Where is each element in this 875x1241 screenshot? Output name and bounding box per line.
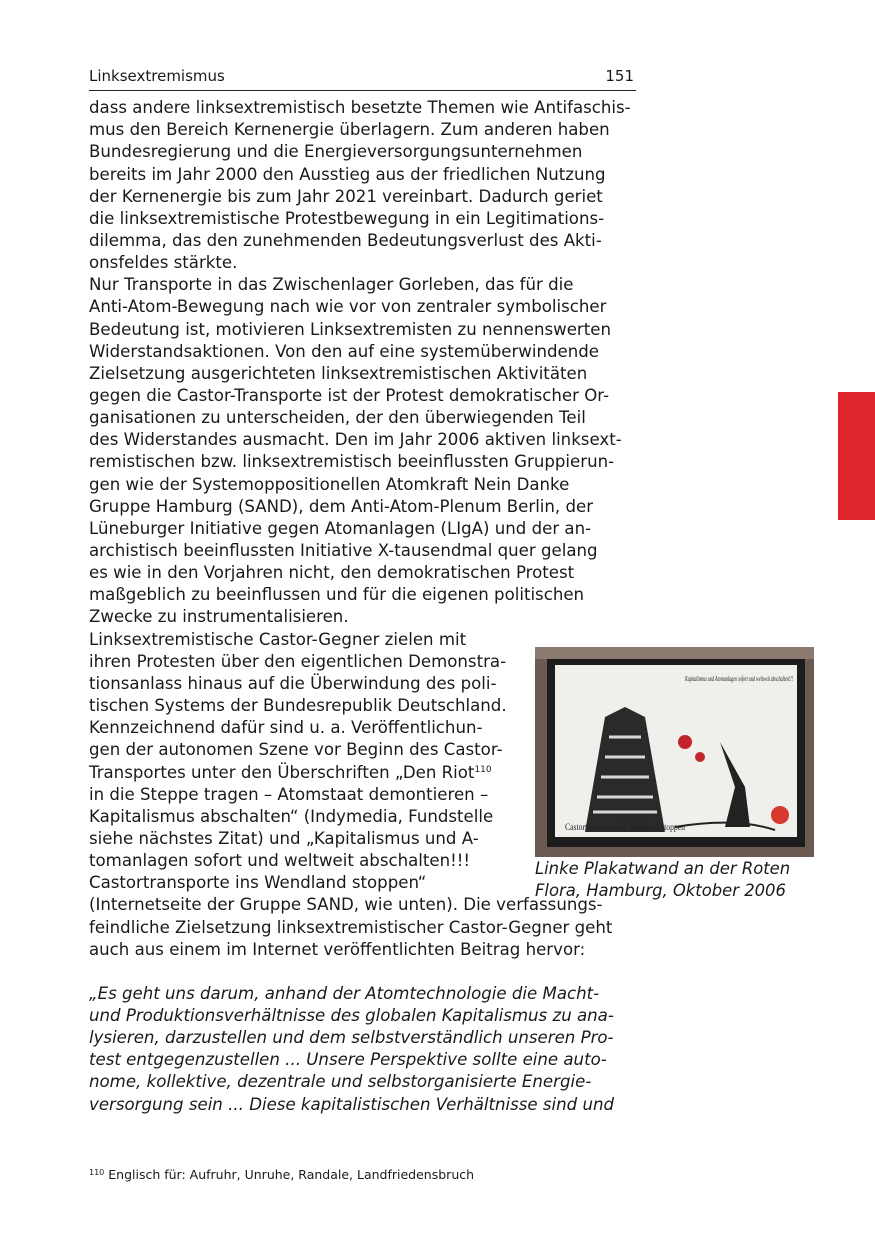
body_lines_2-line xyxy=(89,894,603,916)
body_lines_2-line xyxy=(89,828,479,850)
body_lines_1-line xyxy=(89,252,237,274)
body_lines_1-line xyxy=(89,407,586,429)
body_lines_1-line xyxy=(89,97,631,119)
line-text: auch aus einem im Internet veröffentlichten Beitrag hervor: xyxy=(89,939,586,959)
line-text: die linksextremistische Protestbewegung in ein Legitimations- xyxy=(89,208,605,228)
quote_lines-line xyxy=(89,983,599,1005)
line-text: und Produktionsverhältnisse des globalen Kapitalismus zu ana- xyxy=(89,1006,614,1025)
line-text: in die Steppe tragen – Atomstaat demontieren – xyxy=(89,784,489,804)
line-text: Widerstandsaktionen. Von den auf eine systemüberwindende xyxy=(89,341,600,361)
body_lines_1-line xyxy=(89,673,496,695)
body_lines_1-line xyxy=(89,230,602,252)
poster-photo xyxy=(535,647,814,857)
figure-caption-line-2: Flora, Hamburg, Oktober 2006 xyxy=(535,881,786,900)
body_lines_1-line xyxy=(89,341,599,363)
body_lines_2-line xyxy=(89,872,426,894)
line-text: archistisch beeinflussten Initiative X-tausendmal quer gelang xyxy=(89,541,598,560)
body_lines_1-line xyxy=(89,208,604,230)
body_lines_2-line xyxy=(89,939,585,961)
footnote xyxy=(89,1167,474,1182)
body_lines_2-line xyxy=(89,806,493,828)
running-header xyxy=(89,66,636,91)
line-text: des Widerstandes ausmacht. Den im Jahr 2006 aktiven linksext- xyxy=(89,430,622,450)
line-text: dilemma, das den zunehmenden Bedeutungsverlust des Akti- xyxy=(89,230,602,250)
quote_lines-line xyxy=(89,1071,591,1093)
body_lines_1-line xyxy=(89,296,606,318)
line-text: Zielsetzung ausgerichteten linksextremistischen Aktivitäten xyxy=(89,363,588,383)
line-text: es wie in den Vorjahren nicht, den demokratischen Protest xyxy=(89,563,575,583)
line-text: Transportes unter den Überschriften „Den Riot xyxy=(89,762,475,782)
body_lines_1-line xyxy=(89,141,582,163)
line-text: tomanlagen sofort und weltweit abschalten!!! xyxy=(89,851,471,871)
line-text: mus den Bereich Kernenergie überlagern. Zum anderen haben xyxy=(89,120,610,140)
line-text: siehe nächstes Zitat) und „Kapitalismus und A- xyxy=(89,828,479,848)
body_lines_1-line xyxy=(89,496,593,518)
body_lines_1-line xyxy=(89,739,503,761)
line-text: Bundesregierung und die Energieversorgungsunternehmen xyxy=(89,142,583,162)
body_lines_1-line xyxy=(89,319,611,341)
line-text: Gruppe Hamburg (SAND), dem Anti-Atom-Plenum Berlin, der xyxy=(89,496,594,516)
page-number: 151 xyxy=(605,67,634,85)
line-text: versorgung sein ... Diese kapitalistischen Verhältnisse sind und xyxy=(89,1094,615,1114)
line-text: Nur Transporte in das Zwischenlager Gorleben, das für die xyxy=(89,275,574,295)
body_lines_1-line xyxy=(89,451,614,473)
line-text: maßgeblich zu beeinflussen und für die eigenen politischen xyxy=(89,585,585,605)
body_lines_1-line xyxy=(89,584,584,606)
line-text: lysieren, darzustellen und dem selbstverständlich unseren Pro- xyxy=(89,1028,614,1048)
body_lines_1-line xyxy=(89,762,492,784)
line-text: Kennzeichnend dafür sind u. a. Veröffentlichun- xyxy=(89,718,483,738)
line-text: gen der autonomen Szene vor Beginn des Castor- xyxy=(89,740,503,760)
body_lines_1-line xyxy=(89,363,587,385)
body_lines_1-line xyxy=(89,164,606,186)
poster-title-text: Kapitalismus und Atomanlagen sofort und weltweit abschalten!!! xyxy=(684,675,794,683)
footnote-number: 110 xyxy=(89,1168,105,1177)
body_lines_2-line xyxy=(89,784,488,806)
line-text: Linksextremistische Castor-Gegner zielen mit xyxy=(89,629,467,649)
quote_lines-line xyxy=(89,1027,614,1049)
quote_lines-line xyxy=(89,1005,614,1027)
body_lines_2-line xyxy=(89,850,470,872)
line-text: Lüneburger Initiative gegen Atomanlagen (LIgA) und der an- xyxy=(89,518,592,538)
body_lines_1-line xyxy=(89,518,591,540)
line-text: „Es geht uns darum, anhand der Atomtechnologie die Macht- xyxy=(89,983,600,1003)
chapter-tab-marker xyxy=(838,392,875,520)
body_lines_1-line xyxy=(89,695,507,717)
body_lines_1-line xyxy=(89,540,598,562)
line-text: onsfeldes stärkte. xyxy=(89,253,238,273)
body_lines_1-line xyxy=(89,429,622,451)
body_lines_1-line xyxy=(89,562,574,584)
body_lines_1-line xyxy=(89,274,573,296)
line-text: gen wie der Systemoppositionellen Atomkraft Nein Danke xyxy=(89,474,570,494)
poster-bottom-text: Castortransporte ins Wendland stoppen xyxy=(565,822,686,832)
body_lines_1-line xyxy=(89,717,482,739)
line-text: Anti-Atom-Bewegung nach wie vor von zentraler symbolischer xyxy=(89,297,607,317)
line-text: Zwecke zu instrumentalisieren. xyxy=(89,607,349,627)
section-title: Linksextremismus xyxy=(89,67,225,85)
line-text: Castortransporte ins Wendland stoppen“ xyxy=(89,873,427,893)
line-text: nome, kollektive, dezentrale und selbstorganisierte Energie- xyxy=(89,1072,592,1092)
line-text: Bedeutung ist, motivieren Linksextremisten zu nennenswerten xyxy=(89,319,611,339)
body_lines_1-line xyxy=(89,629,466,651)
line-text: der Kernenergie bis zum Jahr 2021 vereinbart. Dadurch geriet xyxy=(89,186,603,206)
line-text: ihren Protesten über den eigentlichen Demonstra- xyxy=(89,651,507,671)
footnote-text: Englisch für: Aufruhr, Unruhe, Randale, Landfriedensbruch xyxy=(104,1167,475,1182)
line-text: Kapitalismus abschalten“ (Indymedia, Fundstelle xyxy=(89,806,494,826)
quote_lines-line xyxy=(89,1049,607,1071)
line-text: gegen die Castor-Transporte ist der Protest demokratischer Or- xyxy=(89,385,610,405)
line-text: dass andere linksextremistisch besetzte Themen wie Antifaschis- xyxy=(89,98,631,117)
body_lines_1-line xyxy=(89,186,603,208)
line-text: bereits im Jahr 2000 den Ausstieg aus der friedlichen Nutzung xyxy=(89,164,606,184)
body_lines_1-line xyxy=(89,474,569,496)
body_lines_1-line xyxy=(89,385,609,407)
body_lines_1-line xyxy=(89,651,506,673)
line-text: remistischen bzw. linksextremistisch beeinflussten Gruppierun- xyxy=(89,452,615,472)
quote_lines-line xyxy=(89,1094,614,1116)
line-text: (Internetseite der Gruppe SAND, wie unten). Die verfassungs- xyxy=(89,895,603,915)
footnote-reference: 110 xyxy=(474,764,492,775)
line-text: feindliche Zielsetzung linksextremistischer Castor-Gegner geht xyxy=(89,917,613,937)
line-text: tischen Systems der Bundesrepublik Deutschland. xyxy=(89,696,507,715)
figure-caption-line-1: Linke Plakatwand an der Roten xyxy=(535,859,791,878)
body_lines_1-line xyxy=(89,606,349,628)
line-text: test entgegenzustellen ... Unsere Perspektive sollte eine auto- xyxy=(89,1050,607,1070)
line-text: tionsanlass hinaus auf die Überwindung des poli- xyxy=(89,673,497,693)
body_lines_2-line xyxy=(89,917,612,939)
body_lines_1-line xyxy=(89,119,610,141)
line-text: ganisationen zu unterscheiden, der den überwiegenden Teil xyxy=(89,408,586,428)
